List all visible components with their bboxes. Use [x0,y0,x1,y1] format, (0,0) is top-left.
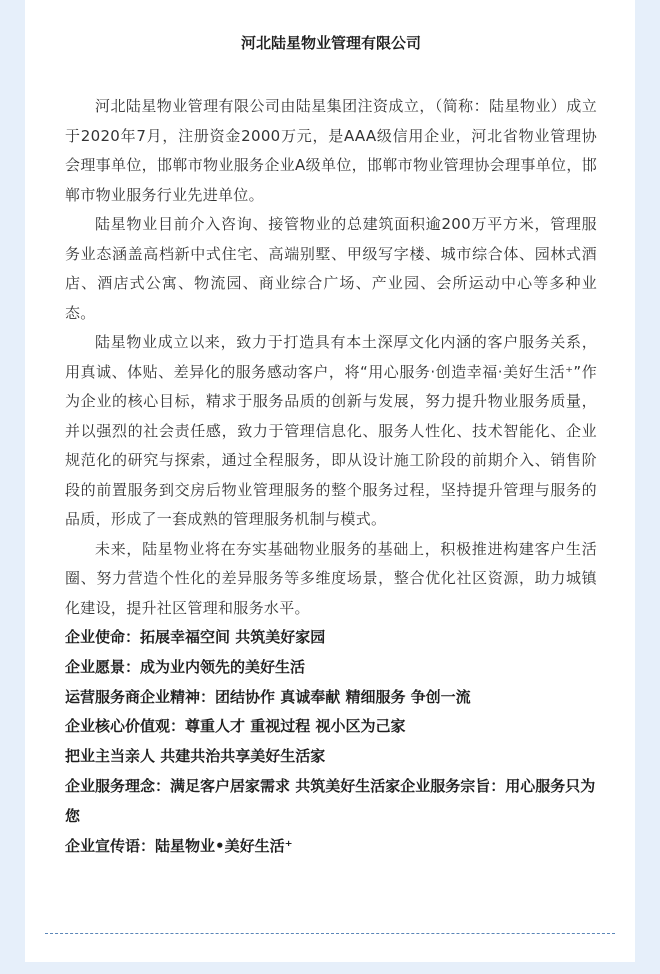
spirit-statement: 运营服务商企业精神：团结协作 真诚奉献 精细服务 争创一流 [65,687,471,706]
slogan-statement: 企业宣传语：陆星物业•美好生活⁺ [65,836,293,855]
dashed-divider [45,933,615,934]
service-concept-statement: 企业服务理念：满足客户居家需求 共筑美好生活家企业服务宗旨：用心服务只为您 [65,776,596,825]
business-scope-paragraph: 陆星物业目前介入咨询、接管物业的总建筑面积逾200万平方米，管理服务业态涵盖高档新中式住宅、高端别墅、甲级写字楼、城市综合体、园林式酒店、酒店式公寓、物流园、商业综合广场、产业园、会所运动中心等多种业态。 [65,215,597,322]
owner-relation-statement: 把业主当亲人 共建共治共享美好生活家 [65,747,326,766]
article-page [25,0,635,962]
future-plan-paragraph: 未来，陆星物业将在夯实基础物业服务的基础上，积极推进构建客户生活圈、努力营造个性化的差异服务等多维度场景，整合优化社区资源，助力城镇化建设，提升社区管理和服务水平。 [65,539,597,617]
mission-statement: 企业使命：拓展幸福空间 共筑美好家园 [65,628,326,646]
core-values-statement: 企业核心价值观：尊重人才 重视过程 视小区为己家 [65,717,406,736]
service-philosophy-paragraph: 陆星物业成立以来，致力于打造具有本土深厚文化内涵的客户服务关系，用真诚、体贴、差异化的服务感动客户，将“用心服务·创造幸福·美好生活⁺”作为企业的核心目标，精求于服务品质的创新与发展，努力提升物业服务质量，并以强烈的社会责任感，致力于管理信息化、服务人性化、技术智能化、企业规范化的研究与探索，通过全程服务，即从设计施工阶段的前期介入、销售阶段的前置服务到交房后物业管理服务的整个服务过程，坚持提升管理与服务的品质，形成了一套成熟的管理服务机制与模式。 [65,333,597,528]
intro-paragraph: 河北陆星物业管理有限公司由陆星集团注资成立，（简称：陆星物业）成立于2020年7月，注册资金2000万元，是AAA级信用企业，河北省物业管理协会理事单位，邯郸市物业服务企业A级单位，邯郸市物业管理协会理事单位，邯郸市物业服务行业先进单位。 [65,97,597,204]
vision-statement: 企业愿景：成为业内领先的美好生活 [65,657,306,676]
article-content [65,30,597,861]
company-title: 河北陆星物业管理有限公司 [240,34,421,52]
